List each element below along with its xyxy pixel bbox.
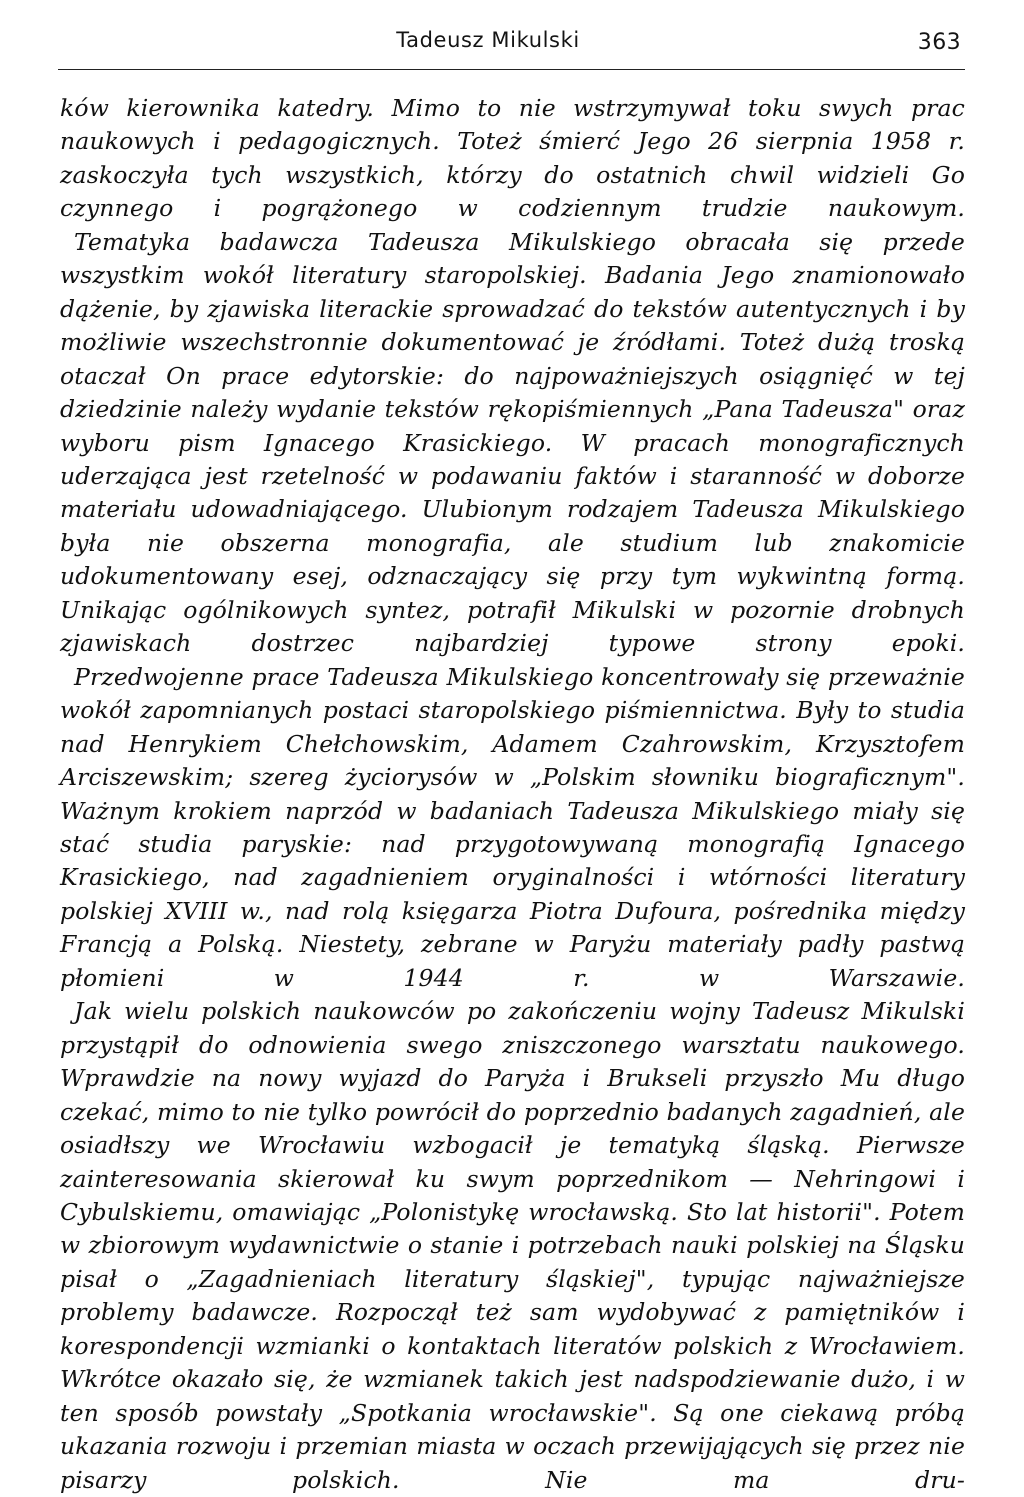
header-rule [58, 69, 965, 70]
header-title: Tadeusz Mikulski [396, 28, 580, 52]
paragraph-3: Przedwojenne prace Tadeusza Mikulskiego koncentrowały się przeważnie wokół zapomnianych postaci staropolskiego piśmiennictwa. Były to studia nad Henrykiem Chełchowskim, Adamem Czahrowskim, Krzysztofem Arciszewskim; szereg życiorysów w „Polskim słowniku biograficznym". Ważnym krokiem naprzód w badaniach Tadeusza Mikulskiego miały się stać studia paryskie: nad przygotowywaną monografią Ignacego Krasickiego, nad zagadnieniem oryginalności i wtórności literatury polskiej XVIII w., nad rolą księgarza Piotra Dufoura, pośrednika między Francją a Polską. Niestety, zebrane w Paryżu materiały padły pastwą płomieni w 1944 r. w Warszawie. [60, 662, 965, 992]
page-number: 363 [917, 30, 961, 55]
running-head [58, 14, 965, 66]
paragraph-2: Tematyka badawcza Tadeusza Mikulskiego obracała się przede wszystkim wokół literatury staropolskiej. Badania Jego znamionowało dążenie, by zjawiska literackie sprowadzać do tekstów autentycznych i by możliwie wszechstronnie dokumentować je źródłami. Toteż dużą troską otaczał On prace edytorskie: do najpoważniejszych osiągnięć w tej dziedzinie należy wydanie tekstów rękopiśmiennych „Pana Tadeusza" oraz wyboru pism Ignacego Krasickiego. W pracach monograficznych uderzająca jest rzetelność w podawaniu faktów i staranność w doborze materiału udowadniającego. Ulubionym rodzajem Tadeusza Mikulskiego była nie obszerna monografia, ale studium lub znakomicie udokumentowany esej, odznaczający się przy tym wykwintną formą. Unikając ogólnikowych syntez, potrafił Mikulski w pozornie drobnych zjawiskach dostrzec najbardziej typowe strony epoki. [60, 227, 965, 658]
paragraph-1: ków kierownika katedry. Mimo to nie wstrzymywał toku swych prac naukowych i pedagogicznych. Toteż śmierć Jego 26 sierpnia 1958 r. zaskoczyła tych wszystkich, którzy do ostatnich chwil widzieli Go czynnego i pogrążonego w codziennym trudzie naukowym. [60, 94, 965, 223]
body-text [60, 92, 965, 1497]
paragraph-4: Jak wielu polskich naukowców po zakończeniu wojny Tadeusz Mikulski przystąpił do odnowienia swego zniszczonego warsztatu naukowego. Wprawdzie na nowy wyjazd do Paryża i Brukseli przyszło Mu długo czekać, mimo to nie tylko powrócił do poprzednio badanych zagadnień, ale osiadłszy we Wrocławiu wzbogacił je tematyką śląską. Pierwsze zainteresowania skierował ku swym poprzednikom — Nehringowi i Cybulskiemu, omawiając „Polonistykę wrocławską. Sto lat historii". Potem w zbiorowym wydawnictwie o stanie i potrzebach nauki polskiej na Śląsku pisał o „Zagadnieniach literatury śląskiej", typując najważniejsze problemy badawcze. Rozpoczął też sam wydobywać z pamiętników i korespondencji wzmianki o kontaktach literatów polskich z Wrocławiem. Wkrótce okazało się, że wzmianek takich jest nadspodziewanie dużo, i w ten sposób powstały „Spotkania wrocławskie". Są one ciekawą próbą ukazania rozwoju i przemian miasta w oczach przewijających się przez nie pisarzy polskich. Nie ma dru- [60, 997, 965, 1494]
